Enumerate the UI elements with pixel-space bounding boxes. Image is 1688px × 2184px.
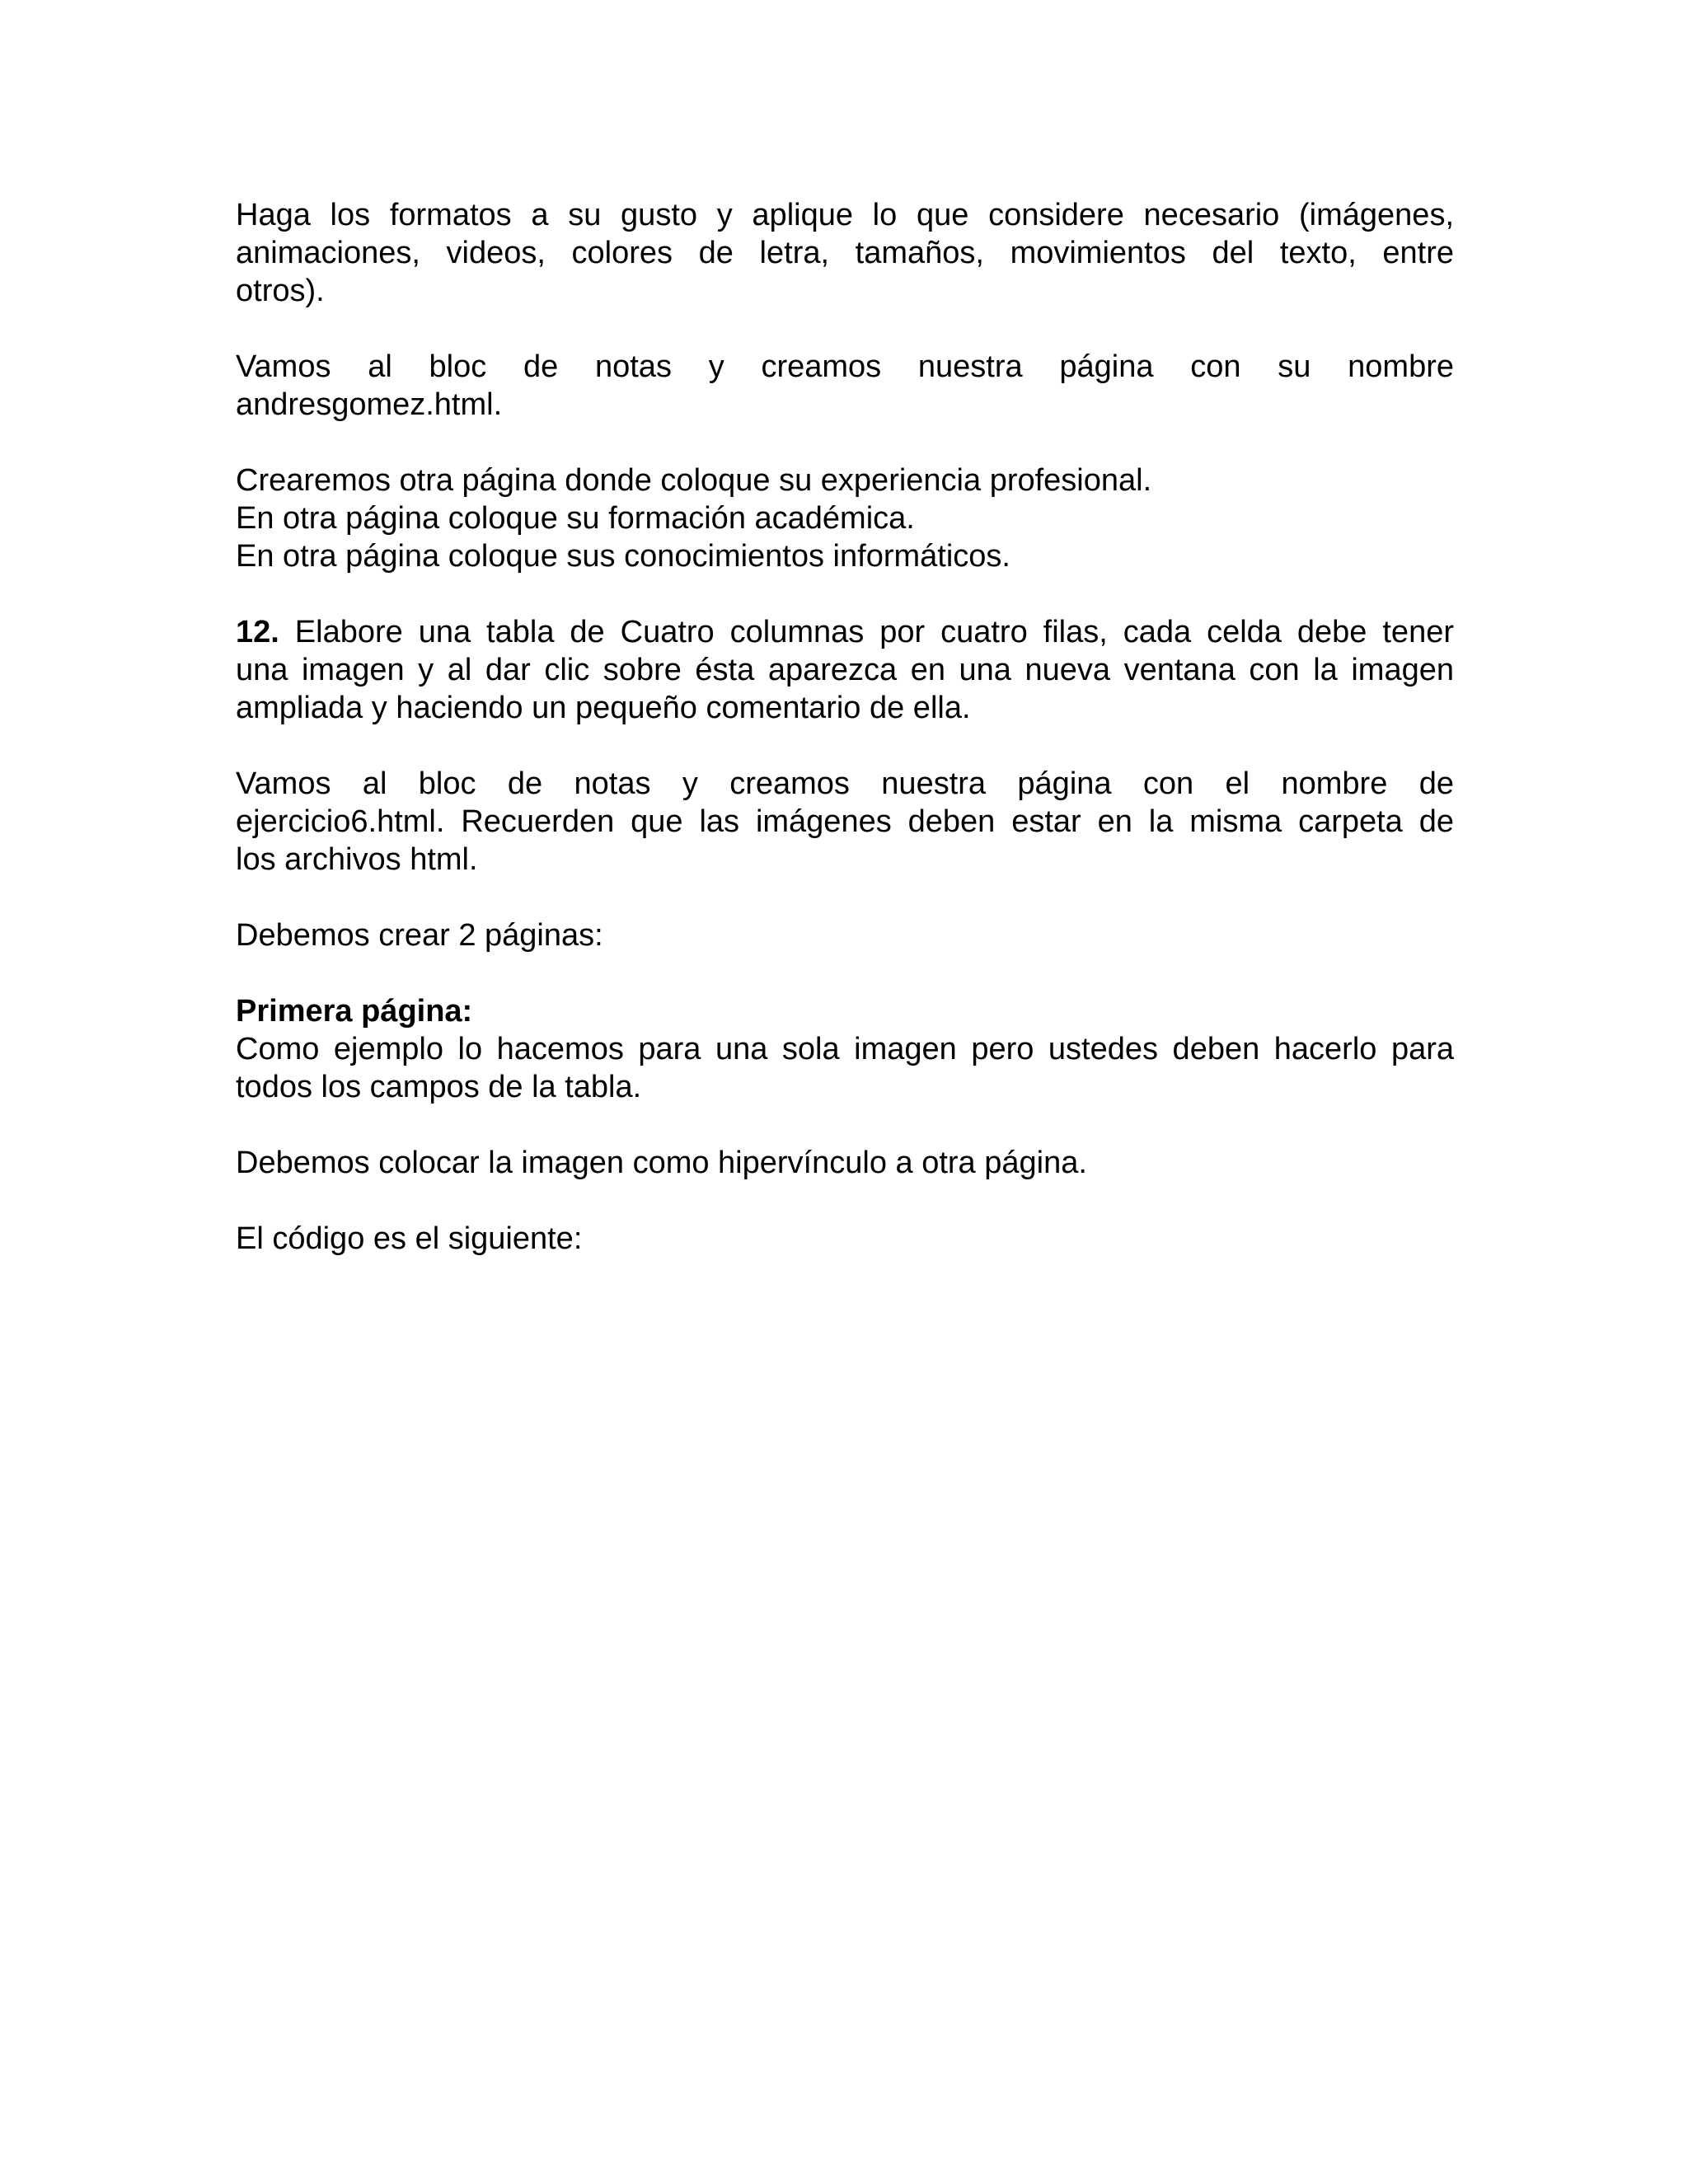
text-line: ejercicio6.html. Recuerden que las imágenes deben estar en la misma carpeta de xyxy=(236,804,1454,839)
text-line: Haga los formatos a su gusto y aplique lo que considere necesario (imágenes, xyxy=(236,198,1454,232)
document-body xyxy=(236,196,1454,1296)
text-line: los archivos html. xyxy=(236,842,478,877)
text-line: ampliada y haciendo un pequeño comentario de ella. xyxy=(236,691,971,725)
text-line xyxy=(236,613,1454,651)
text-line: una imagen y al dar clic sobre ésta aparezca en una nueva ventana con la imagen xyxy=(236,653,1454,687)
paragraph-exercise-12 xyxy=(236,613,1454,727)
paragraph-ejercicio6 xyxy=(236,765,1454,879)
text-line: andresgomez.html. xyxy=(236,387,503,422)
paragraph-first-page xyxy=(236,992,1454,1106)
text-fragment: Elabore una tabla de Cuatro columnas por cuatro filas, cada celda debe tener xyxy=(294,615,1454,649)
text-line: En otra página coloque su formación académica. xyxy=(236,501,915,536)
text-line: Crearemos otra página donde coloque su experiencia profesional. xyxy=(236,463,1152,498)
paragraph-other-pages xyxy=(236,462,1454,575)
text-line: animaciones, videos, colores de letra, tamaños, movimientos del texto, entre xyxy=(236,236,1454,270)
text-line: El código es el siguiente: xyxy=(236,1221,583,1256)
text-line: todos los campos de la tabla. xyxy=(236,1070,642,1104)
text-line: Vamos al bloc de notas y creamos nuestra página con el nombre de xyxy=(236,766,1454,801)
paragraph-two-pages xyxy=(236,916,1454,954)
text-line: otros). xyxy=(236,274,325,308)
paragraph-code-intro xyxy=(236,1220,1454,1258)
paragraph-notepad-name xyxy=(236,348,1454,424)
text-line: Debemos colocar la imagen como hipervínculo a otra página. xyxy=(236,1146,1087,1180)
text-line: En otra página coloque sus conocimientos informáticos. xyxy=(236,539,1010,574)
paragraph-hyperlink xyxy=(236,1144,1454,1182)
exercise-number: 12. xyxy=(236,615,279,649)
text-line: Como ejemplo lo hacemos para una sola imagen pero ustedes deben hacerlo para xyxy=(236,1032,1454,1066)
text-line: Vamos al bloc de notas y creamos nuestra página con su nombre xyxy=(236,349,1454,384)
paragraph-formats xyxy=(236,196,1454,310)
section-heading: Primera página: xyxy=(236,994,473,1029)
text-line: Debemos crear 2 páginas: xyxy=(236,918,603,953)
